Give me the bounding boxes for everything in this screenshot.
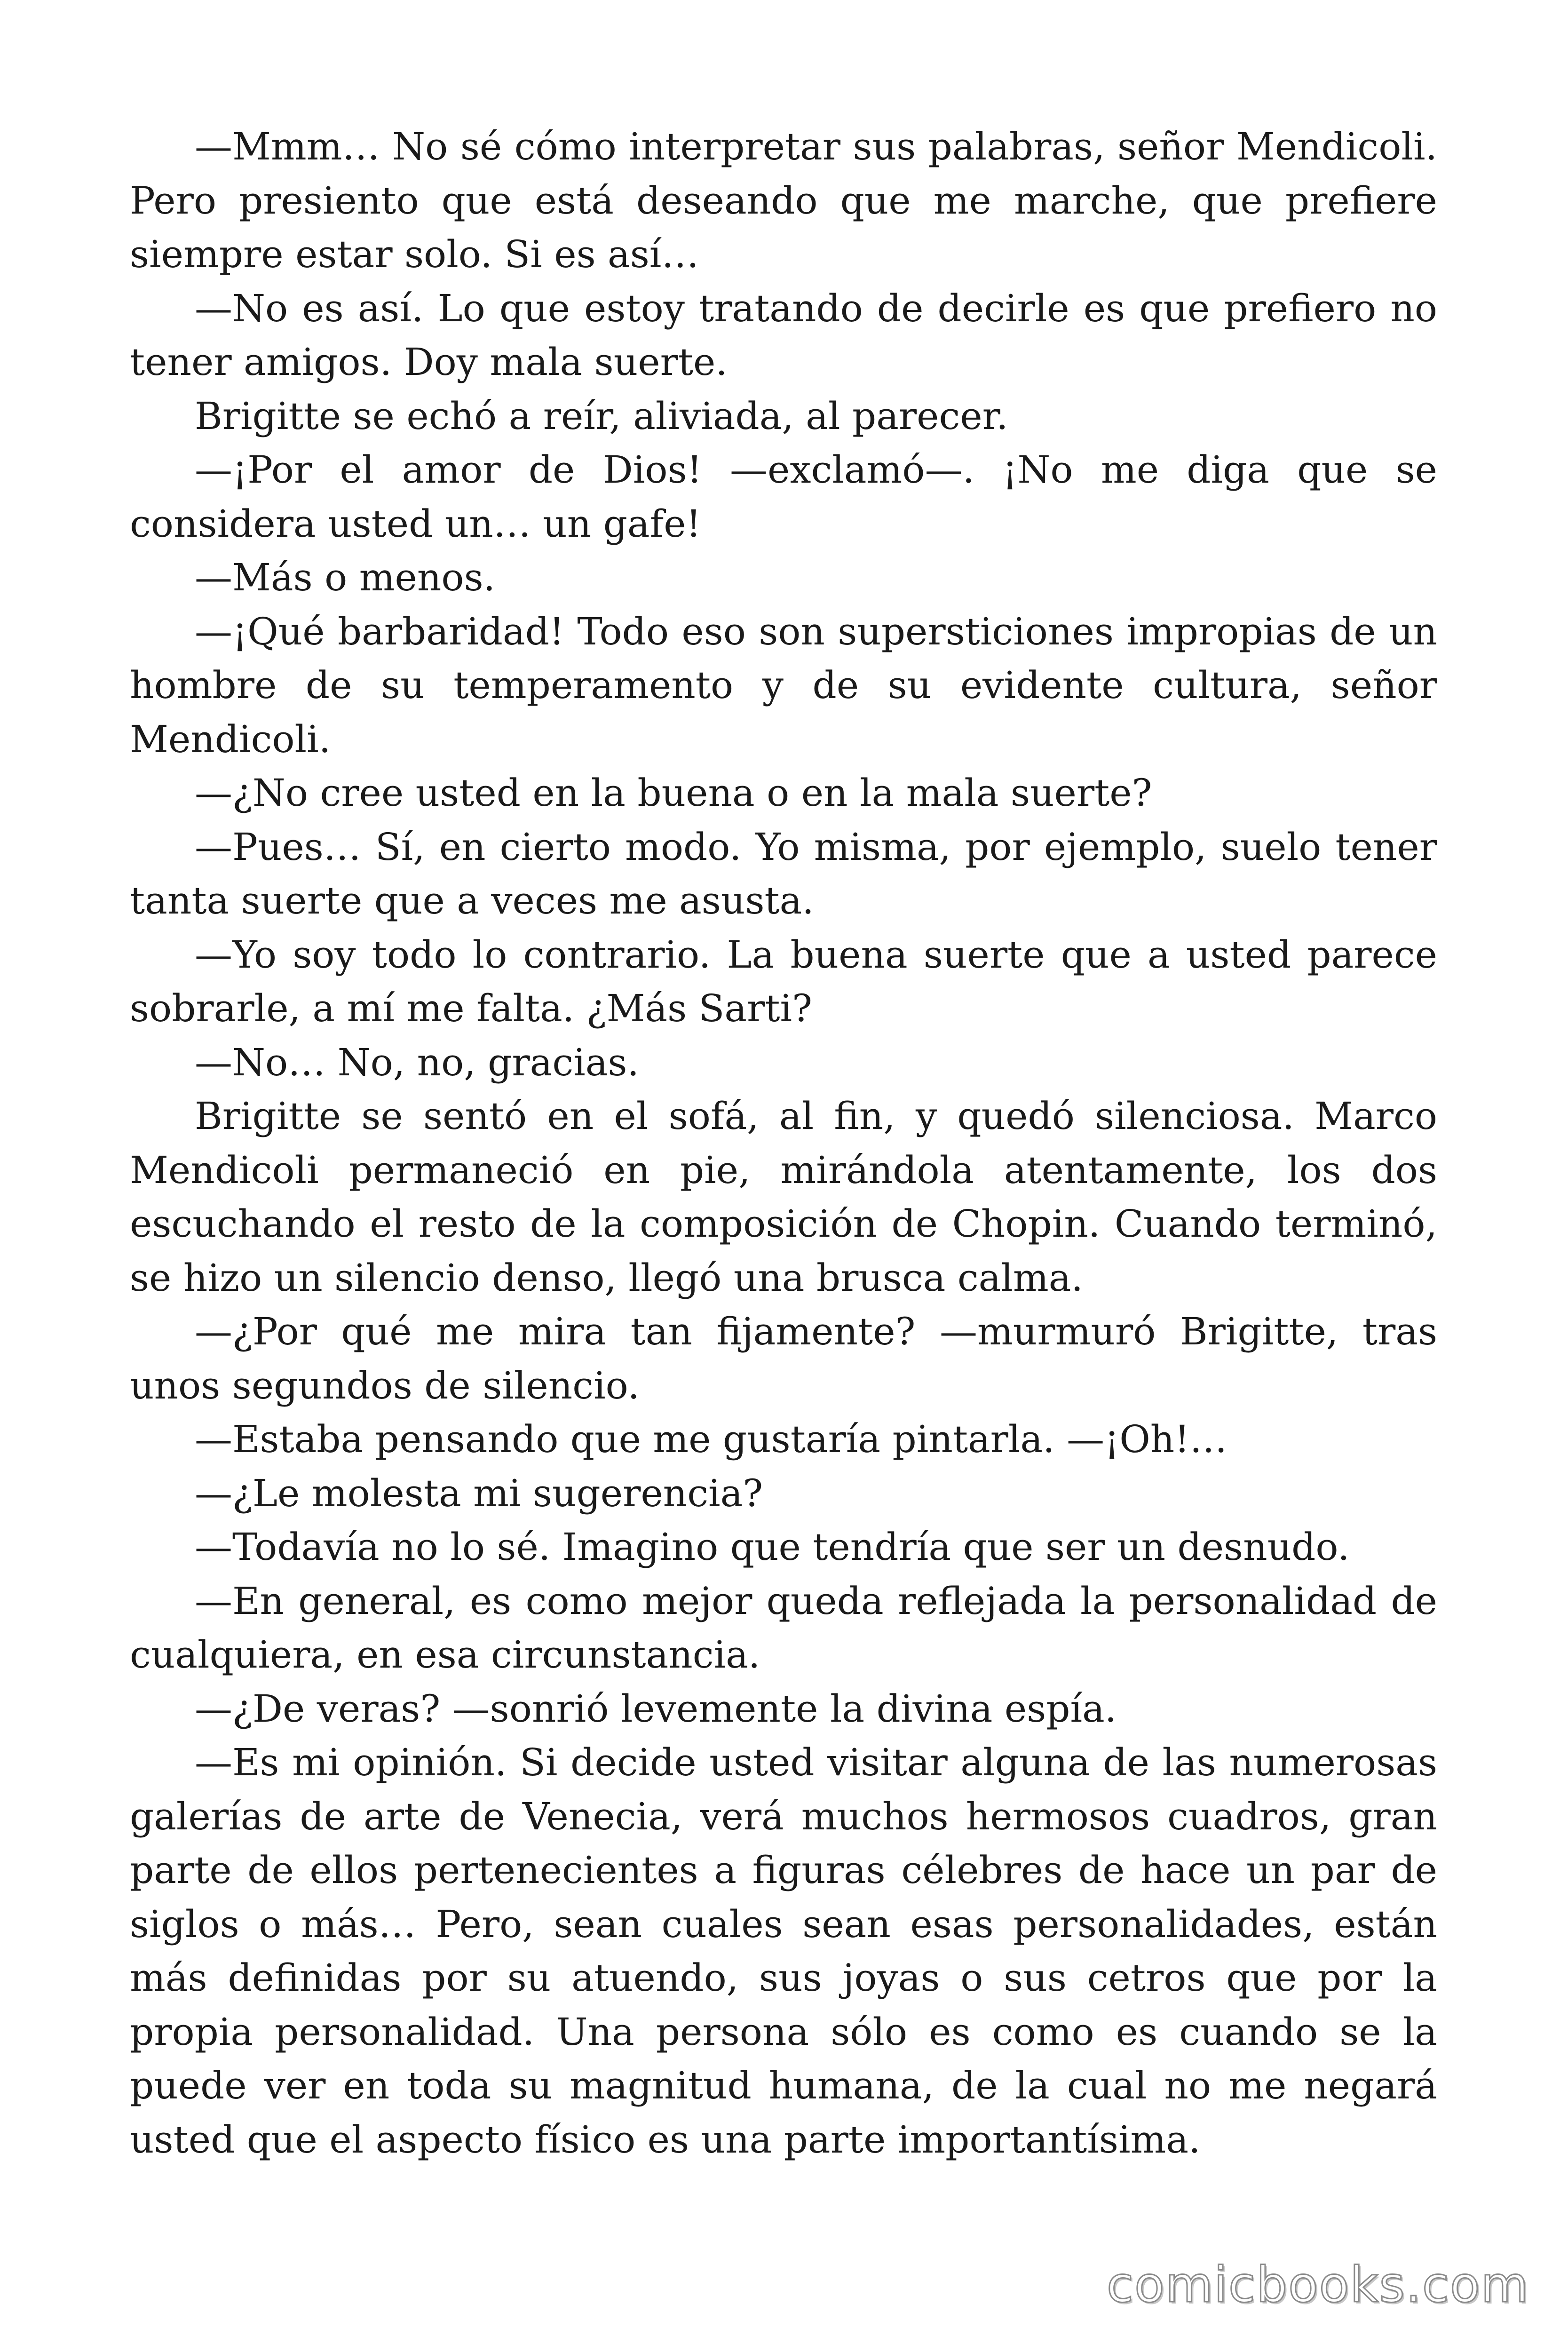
paragraph: —¿De veras? —sonrió levemente la divina espía. [195,1686,1117,1731]
body-text [130,120,1437,2167]
paragraph: —Estaba pensando que me gustaría pintarla. —¡Oh!… [195,1417,1227,1461]
paragraph: —Todavía no lo sé. Imagino que tendría que ser un desnudo. [195,1525,1350,1569]
paragraph: —¡Por el amor de Dios! —exclamó—. ¡No me diga que se considera usted un… un gafe! [130,448,1437,546]
watermark: comicbooks.com [1106,2256,1529,2313]
paragraph: —En general, es como mejor queda reflejada la personalidad de cualquiera, en esa circunstancia. [130,1579,1437,1677]
paragraph: —Es mi opinión. Si decide usted visitar alguna de las numerosas galerías de arte de Venecia, verá muchos hermosos cuadros, gran parte de ellos pertenecientes a figuras célebres de hace un par de siglos o más… Pero, sean cuales sean esas personalidades, están más definidas por su atuendo, sus joyas o sus cetros que por la propia personalidad. Una persona sólo es como es cuando se la puede ver en toda su magnitud humana, de la cual no me negará usted que el aspecto físico es una parte importantísima. [130,1740,1437,2161]
paragraph: —No… No, no, gracias. [195,1040,639,1084]
paragraph: —¿Le molesta mi sugerencia? [195,1471,763,1515]
paragraph: —No es así. Lo que estoy tratando de decirle es que prefiero no tener amigos. Doy mala suerte. [130,286,1437,384]
paragraph: Brigitte se sentó en el sofá, al fin, y quedó silenciosa. Marco Mendicoli permaneció en pie, mirándola atentamente, los dos escuchando el resto de la composición de Chopin. Cuando terminó, se hizo un silencio denso, llegó una brusca calma. [130,1094,1437,1300]
paragraph: —Más o menos. [195,556,496,599]
paragraph: —Yo soy todo lo contrario. La buena suerte que a usted parece sobrarle, a mí me falta. ¿Más Sarti? [130,932,1437,1030]
paragraph: —Pues… Sí, en cierto modo. Yo misma, por ejemplo, suelo tener tanta suerte que a veces me asusta. [130,825,1437,922]
paragraph: —¡Qué barbaridad! Todo eso son supersticiones impropias de un hombre de su temperamento y de su evidente cultura, señor Mendicoli. [130,609,1437,761]
paragraph: Brigitte se echó a reír, aliviada, al parecer. [195,394,1008,438]
paragraph: —¿No cree usted en la buena o en la mala suerte? [195,771,1152,815]
paragraph: —¿Por qué me mira tan fijamente? —murmuró Brigitte, tras unos segundos de silencio. [130,1310,1437,1407]
paragraph: —Mmm… No sé cómo interpretar sus palabras, señor Mendicoli. Pero presiento que está deseando que me marche, que prefiere siempre estar solo. Si es así… [130,125,1437,276]
